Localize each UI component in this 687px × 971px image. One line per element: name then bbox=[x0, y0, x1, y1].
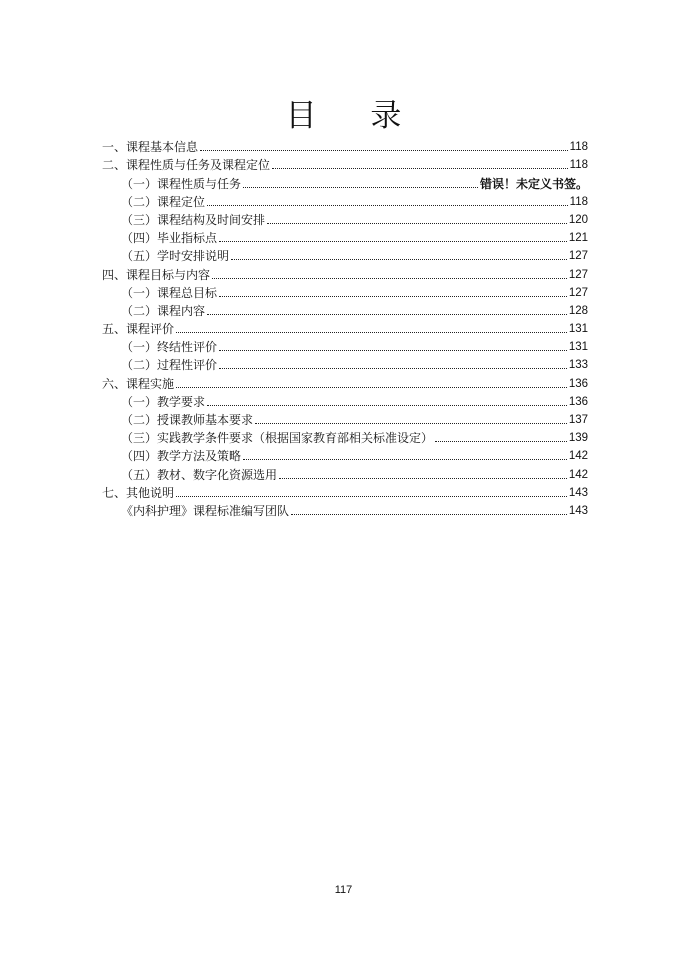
toc-entry[interactable] bbox=[102, 227, 588, 245]
toc-entry[interactable] bbox=[102, 282, 588, 300]
dot-leader bbox=[176, 386, 567, 388]
toc-entry[interactable] bbox=[102, 209, 588, 227]
toc-entry-label: （二）课程内容 bbox=[121, 303, 206, 318]
toc-entry-label: （三）课程结构及时间安排 bbox=[121, 212, 266, 227]
toc-entry-label: 四、课程目标与内容 bbox=[102, 267, 211, 282]
toc-entry-page: 118 bbox=[569, 141, 588, 154]
page-title: 目 录 bbox=[285, 98, 424, 134]
toc-entry-page: 118 bbox=[569, 159, 588, 172]
toc-entry-label: 《内科护理》课程标准编写团队 bbox=[121, 503, 290, 518]
toc-entry-label: （三）实践教学条件要求（根据国家教育部相关标准设定） bbox=[121, 431, 434, 446]
dot-leader bbox=[219, 295, 567, 297]
dot-leader bbox=[176, 495, 567, 497]
toc-entry-page: 121 bbox=[568, 232, 588, 245]
toc-entry-label: （二）课程定位 bbox=[121, 194, 206, 209]
toc-entry-label: 二、课程性质与任务及课程定位 bbox=[102, 158, 271, 173]
dot-leader bbox=[207, 204, 568, 206]
toc-entry-page: 142 bbox=[568, 450, 588, 463]
toc-entry-page: 142 bbox=[568, 468, 588, 481]
dot-leader bbox=[243, 186, 478, 188]
toc-entry-label: （一）终结性评价 bbox=[121, 340, 218, 355]
dot-leader bbox=[435, 440, 567, 442]
dot-leader bbox=[219, 240, 567, 242]
dot-leader bbox=[200, 149, 568, 151]
toc-entry-error-text: 错误！未定义书签。 bbox=[479, 176, 588, 191]
toc-entry[interactable] bbox=[102, 336, 588, 354]
toc-entry[interactable] bbox=[102, 172, 588, 190]
toc-entry-page: 127 bbox=[568, 286, 588, 299]
toc-entry-page: 136 bbox=[568, 395, 588, 408]
toc-entry[interactable] bbox=[102, 318, 588, 336]
toc-entry-label: （一）课程总目标 bbox=[121, 285, 218, 300]
toc-entry-label: （五）教材、数字化资源选用 bbox=[121, 467, 278, 482]
toc-entry[interactable] bbox=[102, 372, 588, 390]
dot-leader bbox=[231, 258, 567, 260]
dot-leader bbox=[207, 313, 567, 315]
toc-entry[interactable] bbox=[102, 500, 588, 518]
toc-entry-page: 137 bbox=[568, 414, 588, 426]
toc-entry-page: 128 bbox=[568, 304, 588, 317]
toc-entry[interactable] bbox=[102, 191, 588, 209]
toc-entry[interactable] bbox=[102, 409, 588, 427]
dot-leader bbox=[272, 167, 568, 169]
toc-entry-page: 131 bbox=[568, 323, 588, 336]
dot-leader bbox=[279, 477, 567, 479]
page-number: 117 bbox=[334, 884, 353, 896]
dot-leader bbox=[243, 458, 567, 460]
toc-entry[interactable] bbox=[102, 427, 588, 445]
toc-entry-label: （四）毕业指标点 bbox=[121, 231, 218, 246]
toc-entry-page: 143 bbox=[568, 504, 588, 517]
dot-leader bbox=[255, 422, 567, 424]
toc-entry-page: 127 bbox=[568, 268, 588, 281]
toc-entry-page: 136 bbox=[568, 377, 588, 390]
toc-entry[interactable] bbox=[102, 445, 588, 463]
toc-entry[interactable] bbox=[102, 391, 588, 409]
toc-entry-label: 六、课程实施 bbox=[102, 376, 175, 391]
toc-entry-label: 七、其他说明 bbox=[102, 485, 175, 500]
toc-entry-label: （一）课程性质与任务 bbox=[121, 176, 242, 191]
toc-entry-label: 一、课程基本信息 bbox=[102, 140, 199, 155]
toc-entry-label: （二）授课教师基本要求 bbox=[121, 413, 254, 427]
toc-entry-label: （一）教学要求 bbox=[121, 394, 206, 409]
dot-leader bbox=[212, 277, 567, 279]
dot-leader bbox=[219, 349, 567, 351]
dot-leader bbox=[291, 513, 567, 515]
toc-entry[interactable] bbox=[102, 354, 588, 372]
toc-entry-label: 五、课程评价 bbox=[102, 322, 175, 337]
toc-entry[interactable] bbox=[102, 263, 588, 281]
toc-entry[interactable] bbox=[102, 136, 588, 154]
toc-entry[interactable] bbox=[102, 245, 588, 263]
toc-entry-label: （五）学时安排说明 bbox=[121, 249, 230, 264]
toc-entry[interactable] bbox=[102, 300, 588, 318]
toc-entry-page: 133 bbox=[568, 359, 588, 372]
toc-entry[interactable] bbox=[102, 463, 588, 481]
toc-entry-page: 143 bbox=[568, 486, 588, 499]
toc-entry-label: （四）教学方法及策略 bbox=[121, 449, 242, 464]
toc-entry-page: 120 bbox=[568, 213, 588, 226]
toc-entry-page: 118 bbox=[569, 195, 588, 208]
toc-entry-label: （二）过程性评价 bbox=[121, 358, 218, 373]
table-of-contents bbox=[102, 136, 588, 518]
toc-entry-page: 139 bbox=[568, 432, 588, 445]
dot-leader bbox=[219, 367, 567, 369]
dot-leader bbox=[267, 222, 567, 224]
dot-leader bbox=[207, 404, 567, 406]
toc-entry[interactable] bbox=[102, 154, 588, 172]
toc-entry-page: 127 bbox=[568, 250, 588, 263]
toc-entry-page: 131 bbox=[568, 341, 588, 354]
dot-leader bbox=[176, 331, 567, 333]
toc-entry[interactable] bbox=[102, 482, 588, 500]
